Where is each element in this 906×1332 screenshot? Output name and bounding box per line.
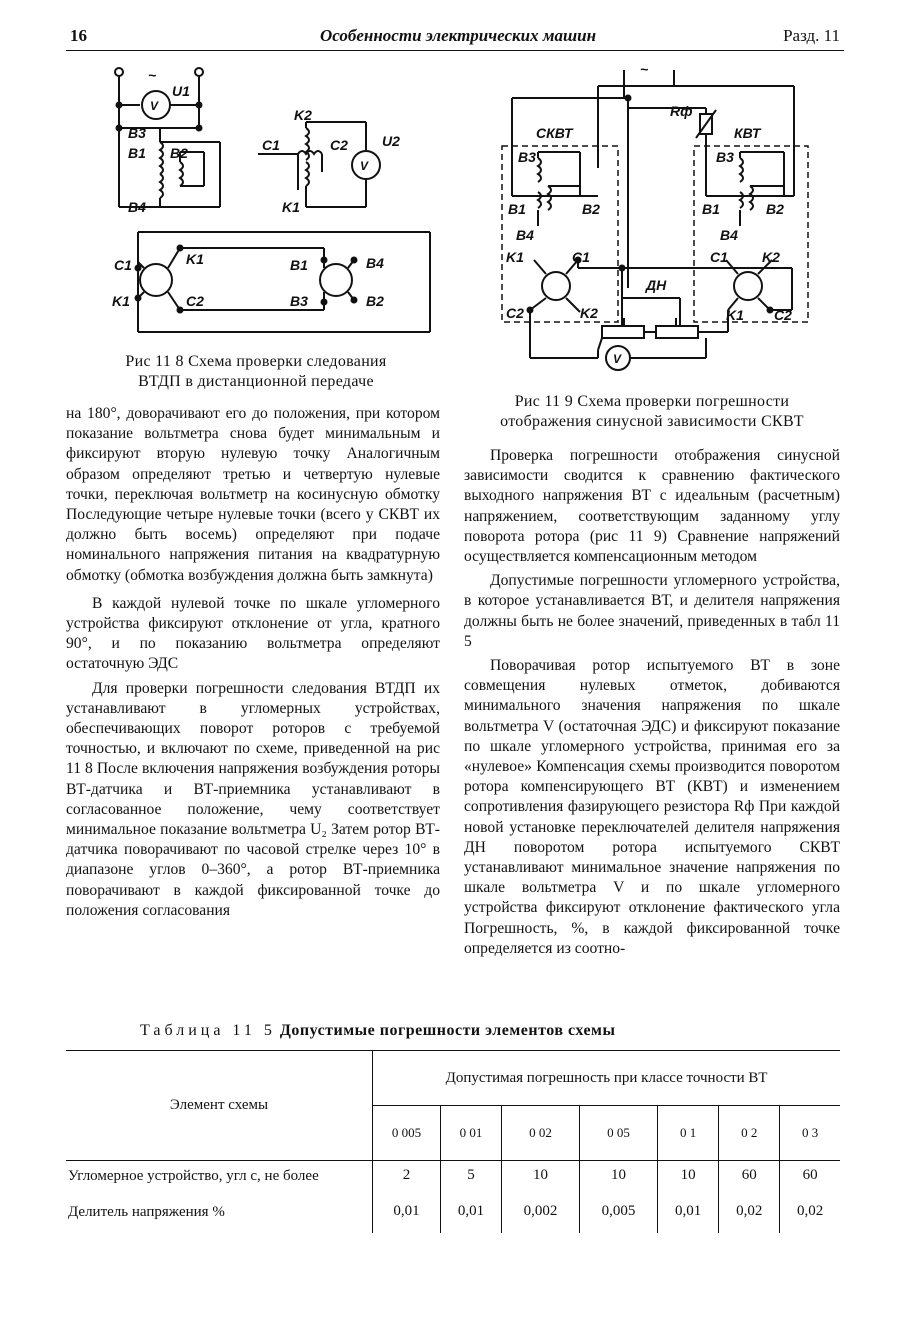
table-row <box>66 1161 840 1198</box>
fig119-left-b2: B2 <box>582 201 600 217</box>
fig-11-9-caption <box>462 392 842 432</box>
fig119-left-c2: C2 <box>506 305 524 321</box>
fig118-bottom-b2: B2 <box>366 293 384 309</box>
fig119-left-k1: K1 <box>506 249 524 265</box>
left-paragraph-1: на 180°, доворачивают его до положения, при котором показание вольтметра снова будет минимальным и фиксируют вторую нулевую точку Аналогичным образом определяют третью и четвертую нулевые точки, переключая вольтметр на косинусную обмотку Последующие четыре нулевые точки (всего у СКВТ их должно быть восемь) определяют при подаче номинального напряжения питания на квадратурную обмотку (обмотка возбуждения должна быть замкнута) <box>66 405 440 584</box>
fig118-meter2-symbol: V <box>360 159 369 173</box>
fig-11-9-caption-line2: отображения синусной зависимости СКВТ <box>500 413 804 430</box>
fig-11-8-caption-line2: ВТДП в дистанционной передаче <box>138 373 374 390</box>
table-cell: 60 <box>719 1161 780 1198</box>
fig119-left-c1: C1 <box>572 249 590 265</box>
table-header-class: 0 1 <box>658 1106 719 1161</box>
table-row <box>66 1197 840 1233</box>
table-cell: 0,002 <box>502 1197 580 1233</box>
table-header-class: 0 05 <box>580 1106 658 1161</box>
table-cell: 0,02 <box>780 1197 840 1233</box>
left-column <box>66 404 440 921</box>
table-cell: 10 <box>580 1161 658 1198</box>
fig119-supply-label: ~ <box>640 61 649 77</box>
fig118-b2: B2 <box>170 145 188 161</box>
running-title: Особенности электрических машин <box>320 26 597 45</box>
table-header-class: 0 005 <box>373 1106 441 1161</box>
table-header-class: 0 2 <box>719 1106 780 1161</box>
table-header-class: 0 01 <box>440 1106 501 1161</box>
right-column <box>464 446 840 959</box>
fig119-left-title: СКВТ <box>536 125 573 141</box>
fig118-bottom-c1: C1 <box>114 257 132 273</box>
fig119-right-k1: K1 <box>726 307 744 323</box>
fig118-bottom-b1: B1 <box>290 257 308 273</box>
right-paragraph-1: Проверка погрешности отображения синусной зависимости сводится к сравнению фактического выходного напряжения ВТ с идеальным (расчетным) напряжением, соответствующим заданному углу поворота ротора (рис 11 9) Сравнение напряжений осуществляется компенсационным методом <box>464 447 840 566</box>
table-cell: 0,02 <box>719 1197 780 1233</box>
left-paragraph-2: В каждой нулевой точке по шкале угломерного устройства фиксируют отклонение от угла, кратного 90°, и по показанию вольтметра определяют остаточную ЭДС <box>66 594 440 673</box>
fig-11-8-caption <box>66 352 446 392</box>
fig119-left-b1: B1 <box>508 201 526 217</box>
table-cell: 5 <box>440 1161 501 1198</box>
fig119-right-c1: C1 <box>710 249 728 265</box>
table-caption <box>140 1022 615 1040</box>
fig-11-8-caption-line1: Рис 11 8 Схема проверки следования <box>125 353 387 370</box>
tolerance-table <box>66 1050 840 1233</box>
fig118-k2: K2 <box>294 107 312 123</box>
table-cell: 60 <box>780 1161 840 1198</box>
fig118-c1: C1 <box>262 137 280 153</box>
right-paragraph-3: Поворачивая ротор испытуемого ВТ в зоне совмещения нулевых отметок, добиваются минимального значения напряжения по шкале вольтметра V (остаточная ЭДС) и фиксируют показание по шкале угломерного устройства, принимая его за «нулевое» Компенсация схемы производится поворотом ротора компенсирующего ВТ (КВТ) и изменением сопротивления фазирующего резистора Rф При каждой новой установке переключателей делителя напряжения ДН поворотом ротора испытуемого СКВТ устанавливают минимальное значение напряжения по шкале вольтметра V и по шкале угломерного устройства фиксируют отклонение фактического угла Погрешность, %, в каждой фиксированной точке определяется из соотно- <box>464 657 840 957</box>
fig119-resistor-label: Rф <box>670 103 693 119</box>
fig119-right-k2: K2 <box>762 249 780 265</box>
fig118-meter2-label: U2 <box>382 133 400 149</box>
fig118-bottom-k1a: K1 <box>186 251 204 267</box>
table-row-label: Угломерное устройство, угл с, не более <box>66 1161 373 1198</box>
table-cell: 2 <box>373 1161 441 1198</box>
table-cell: 0,01 <box>373 1197 441 1233</box>
fig118-bottom-k1b: K1 <box>112 293 130 309</box>
header-rule <box>66 50 844 51</box>
fig119-right-b3: B3 <box>716 149 734 165</box>
table-header-class: 0 3 <box>780 1106 840 1161</box>
fig118-b3: B3 <box>128 125 146 141</box>
fig118-meter1-symbol: V <box>150 99 159 113</box>
figure-11-9 <box>494 58 824 378</box>
fig118-b1: B1 <box>128 145 146 161</box>
table-header-class: 0 02 <box>502 1106 580 1161</box>
page-number: 16 <box>70 26 87 45</box>
fig118-c2: C2 <box>330 137 348 153</box>
right-paragraph-2: Допустимые погрешности угломерного устройства, в которое устанавливается ВТ, и делителя напряжения должны быть не более значений, приведенных в табл 11 5 <box>464 572 840 650</box>
fig118-bottom-c2: C2 <box>186 293 204 309</box>
fig118-b4: B4 <box>128 199 146 215</box>
fig118-bottom-b4: B4 <box>366 255 384 271</box>
table-cell: 10 <box>658 1161 719 1198</box>
section-label: Разд. 11 <box>783 26 840 45</box>
table-title: Допустимые погрешности элементов схемы <box>279 1022 616 1039</box>
table-cell: 0,01 <box>440 1197 501 1233</box>
fig118-meter1-label: U1 <box>172 83 190 99</box>
fig118-k1: K1 <box>282 199 300 215</box>
fig119-left-k2: K2 <box>580 305 598 321</box>
fig119-right-b1: B1 <box>702 201 720 217</box>
table-header-element: Элемент схемы <box>66 1051 373 1161</box>
fig119-meter-symbol: V <box>613 352 622 366</box>
left-paragraph-3: Для проверки погрешности следования ВТДП их устанавливают в угломерных устройствах, обеспечивающих поворот роторов с требуемой точностью, и включают по схеме, приведенной на рис 11 8 После включения напряжения возбуждения роторы ВТ-датчика и ВТ-приемника устанавливают в согласованное положение, чему соответствует минимальное показание вольтметра U₂ Затем ротор ВТ-датчика поворачивают по часовой стрелке через 10° в диапазоне углов 0–360°, а ротор ВТ-приемника поворачивают в каждой фиксированной точке до положения согласования <box>66 679 440 919</box>
table-row-label: Делитель напряжения % <box>66 1197 373 1233</box>
fig119-left-b4: B4 <box>516 227 534 243</box>
fig119-right-b4: B4 <box>720 227 738 243</box>
fig118-bottom-b3: B3 <box>290 293 308 309</box>
fig119-right-b2: B2 <box>766 201 784 217</box>
table-cell: 0,01 <box>658 1197 719 1233</box>
fig-11-9-caption-line1: Рис 11 9 Схема проверки погрешности <box>514 393 790 410</box>
figure-11-8 <box>100 62 450 352</box>
table-cell: 10 <box>502 1161 580 1198</box>
table-cell: 0,005 <box>580 1197 658 1233</box>
table-header-group: Допустимая погрешность при классе точности ВТ <box>373 1051 841 1106</box>
fig119-divider-label: ДН <box>646 277 667 293</box>
fig119-left-b3: B3 <box>518 149 536 165</box>
table-label: Таблица 11 5 <box>140 1022 276 1039</box>
fig118-supply-label: ~ <box>148 67 157 83</box>
fig119-right-title: КВТ <box>734 125 761 141</box>
fig119-right-c2: C2 <box>774 307 792 323</box>
